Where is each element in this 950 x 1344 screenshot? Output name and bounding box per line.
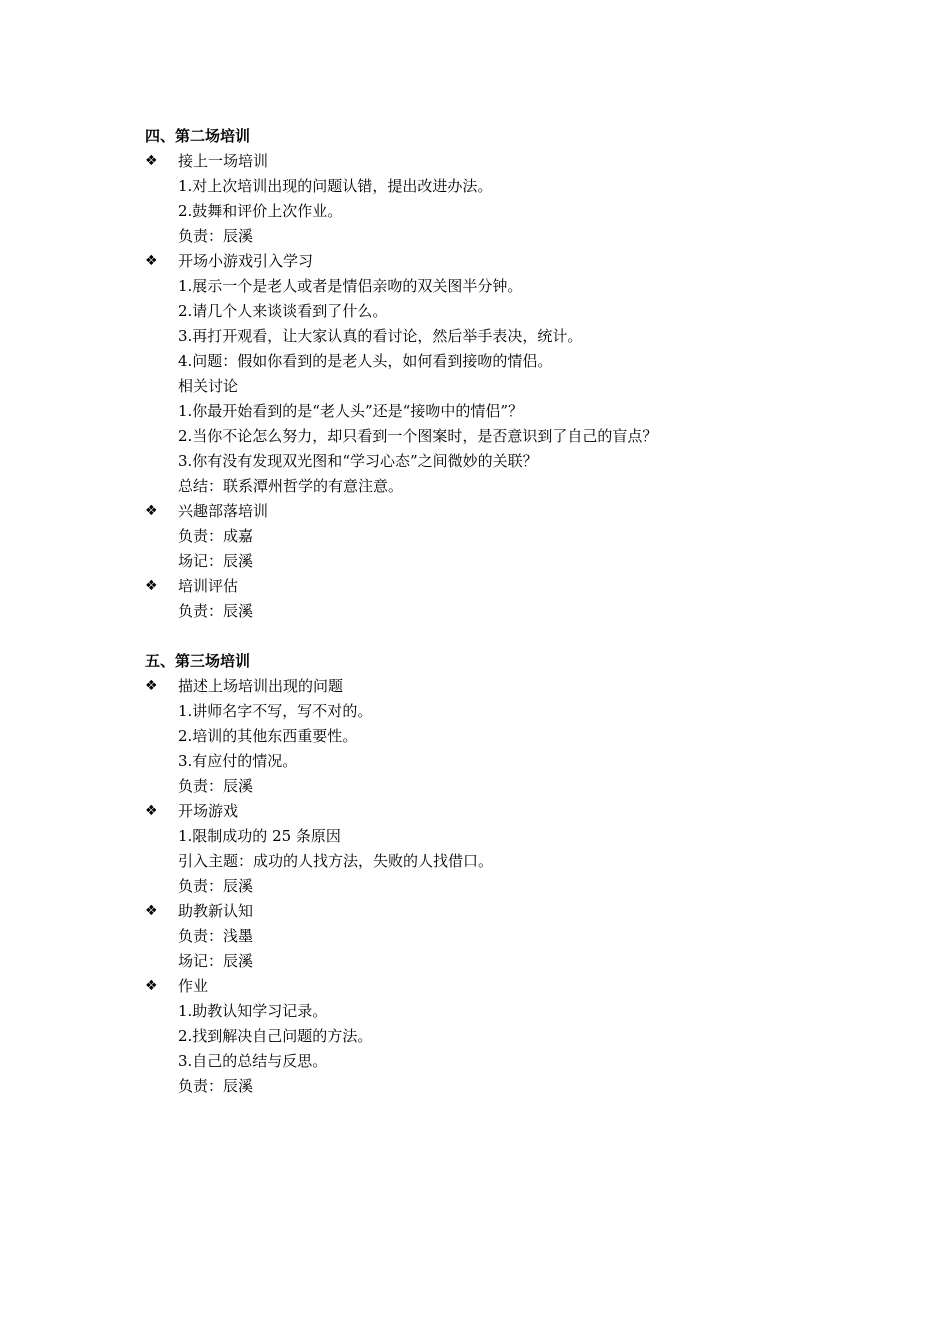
bullet-title: 开场小游戏引入学习: [178, 252, 314, 270]
list-item: 1.限制成功的 25 条原因: [178, 827, 341, 845]
list-item: 负责：辰溪: [178, 602, 254, 620]
diamond-bullet-icon: ❖: [145, 503, 158, 519]
list-item: 负责：浅墨: [178, 927, 254, 945]
list-item: 负责：辰溪: [178, 877, 254, 895]
diamond-bullet-icon: ❖: [145, 153, 158, 169]
diamond-bullet-icon: ❖: [145, 803, 158, 819]
bullet-row: [145, 974, 845, 999]
bullet-block: [145, 899, 845, 974]
list-item: 2.当你不论怎么努力，却只看到一个图案时，是否意识到了自己的盲点？: [178, 427, 658, 445]
bullet-block: [145, 499, 845, 574]
list-item: 1.展示一个是老人或者是情侣亲吻的双关图半分钟。: [178, 277, 523, 295]
bullet-title: 描述上场培训出现的问题: [178, 677, 344, 695]
diamond-bullet-icon: ❖: [145, 903, 158, 919]
list-item: 3.再打开观看，让大家认真的看讨论，然后举手表决，统计。: [178, 327, 583, 345]
bullet-block: [145, 574, 845, 624]
list-item: 引入主题：成功的人找方法，失败的人找借口。: [178, 852, 494, 870]
list-item: 负责：辰溪: [178, 227, 254, 245]
bullet-title: 作业: [178, 977, 209, 995]
list-item: 场记：辰溪: [178, 952, 254, 970]
diamond-bullet-icon: ❖: [145, 678, 158, 694]
list-item: 负责：辰溪: [178, 777, 254, 795]
bullet-block: [145, 674, 845, 799]
list-item: 场记：辰溪: [178, 552, 254, 570]
bullet-block: [145, 799, 845, 899]
bullet-row: [145, 574, 845, 599]
list-item: 负责：成嘉: [178, 527, 254, 545]
list-item: 3.有应付的情况。: [178, 752, 298, 770]
bullet-row: [145, 149, 845, 174]
bullet-title: 接上一场培训: [178, 152, 269, 170]
list-item: 1.讲师名字不写，写不对的。: [178, 702, 373, 720]
document-page: [145, 124, 845, 1099]
section-heading: 五、第三场培训: [145, 652, 251, 670]
bullet-title: 兴趣部落培训: [178, 502, 269, 520]
list-item: 4.问题：假如你看到的是老人头，如何看到接吻的情侣。: [178, 352, 553, 370]
bullet-row: [145, 249, 845, 274]
list-item: 1.你最开始看到的是“老人头”还是“接吻中的情侣”？: [178, 402, 523, 420]
diamond-bullet-icon: ❖: [145, 578, 158, 594]
bullet-block: [145, 974, 845, 1099]
bullet-row: [145, 674, 845, 699]
bullet-row: [145, 899, 845, 924]
list-item: 3.你有没有发现双光图和“学习心态”之间微妙的关联？: [178, 452, 538, 470]
list-item: 2.培训的其他东西重要性。: [178, 727, 358, 745]
list-item: 负责：辰溪: [178, 1077, 254, 1095]
list-item: 1.对上次培训出现的问题认错，提出改进办法。: [178, 177, 493, 195]
section-third-training: [145, 649, 845, 1099]
list-item: 2.鼓舞和评价上次作业。: [178, 202, 343, 220]
list-item: 1.助教认知学习记录。: [178, 1002, 328, 1020]
bullet-title: 培训评估: [178, 577, 239, 595]
bullet-row: [145, 499, 845, 524]
section-heading: 四、第二场培训: [145, 127, 251, 145]
list-item: 2.请几个人来谈谈看到了什么。: [178, 302, 388, 320]
list-item: 相关讨论: [178, 377, 239, 395]
diamond-bullet-icon: ❖: [145, 978, 158, 994]
list-item: 2.找到解决自己问题的方法。: [178, 1027, 373, 1045]
bullet-row: [145, 799, 845, 824]
list-item: 3.自己的总结与反思。: [178, 1052, 328, 1070]
diamond-bullet-icon: ❖: [145, 253, 158, 269]
list-item: 总结：联系潭州哲学的有意注意。: [178, 477, 404, 495]
section-second-training: [145, 124, 845, 624]
bullet-block: [145, 149, 845, 249]
bullet-block: [145, 249, 845, 499]
bullet-title: 开场游戏: [178, 802, 239, 820]
bullet-title: 助教新认知: [178, 902, 254, 920]
